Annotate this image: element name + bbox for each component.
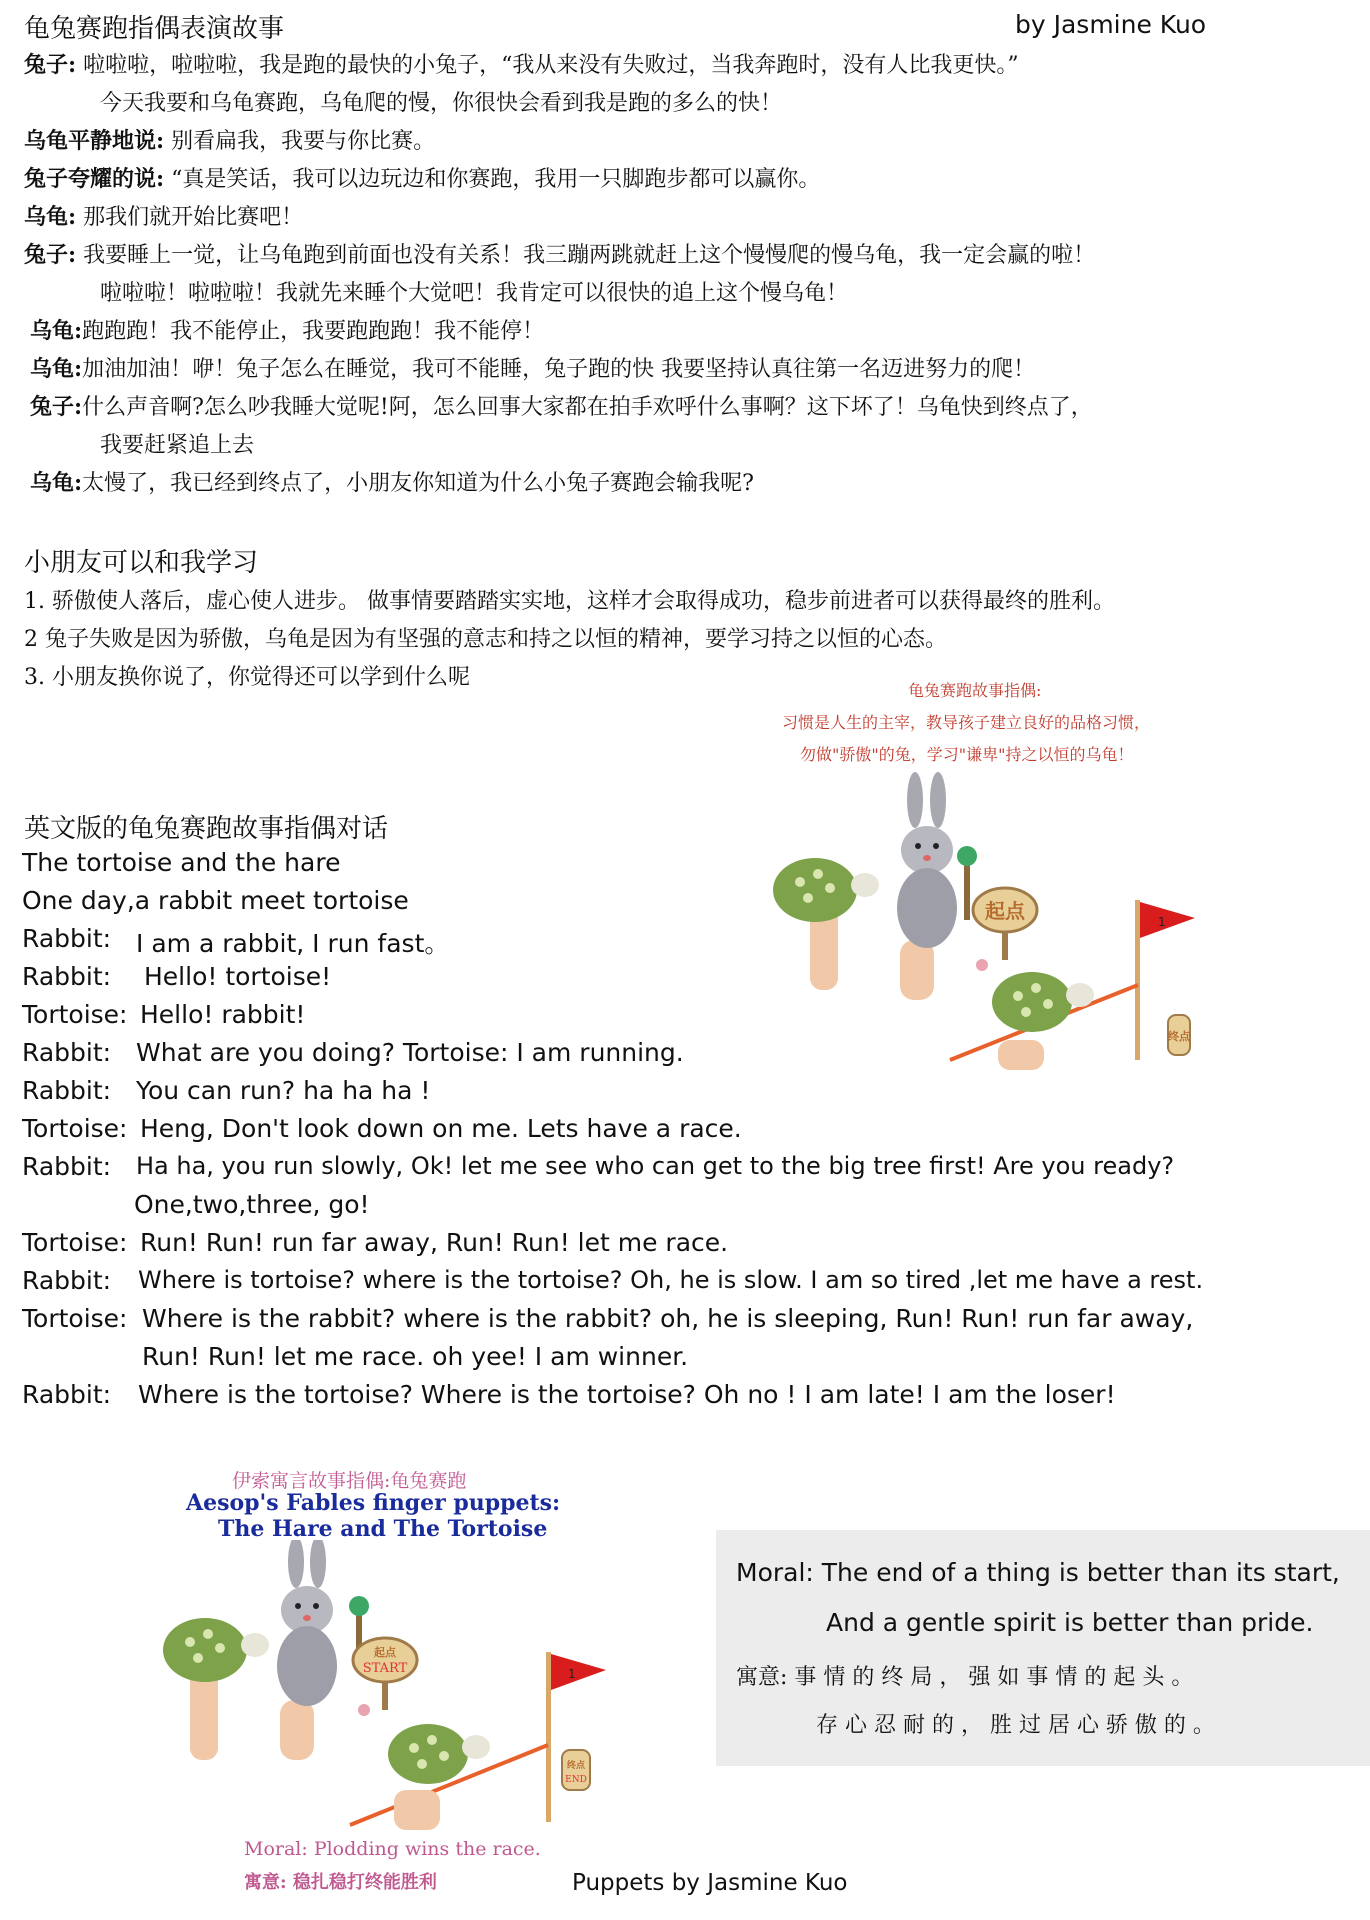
dialogue-speaker: Rabbit: xyxy=(22,962,112,991)
author-byline: by Jasmine Kuo xyxy=(1015,10,1207,39)
dialogue-line: Hello! rabbit! xyxy=(140,1000,306,1029)
turtle-puppet-icon xyxy=(388,1724,490,1830)
speaker: 乌龟平静地说: xyxy=(24,128,165,154)
dialogue-speaker: Tortoise: xyxy=(22,1304,128,1333)
dialogue-line: Hello! tortoise! xyxy=(144,962,332,991)
dialogue-line: Ha ha, you run slowly, Ok! let me see who can get to the big tree first! Are you ready? xyxy=(136,1152,1175,1180)
end-sign-icon xyxy=(1168,1015,1191,1055)
dialogue-speaker: Rabbit: xyxy=(22,1380,112,1409)
learn-item: 1. 骄傲使人落后，虚心使人进步。 做事情要踏踏实实地，这样才会取得成功，稳步前进者可以获得最终的胜利。 xyxy=(24,589,1115,614)
footer-credit: Puppets by Jasmine Kuo xyxy=(572,1870,848,1896)
dialogue-line: One,two,three, go! xyxy=(134,1190,370,1219)
turtle-puppet-icon xyxy=(773,858,879,990)
rabbit-puppet-icon xyxy=(897,772,957,1000)
start-sign-icon xyxy=(353,1638,417,1710)
dialogue-line: Where is the tortoise? Where is the tortoise? Oh no ! I am late! I am the loser! xyxy=(138,1380,1116,1409)
dialogue-speaker: Rabbit: xyxy=(22,1152,112,1181)
learn-title: 小朋友可以和我学习 xyxy=(24,548,259,578)
turtle-puppet-icon xyxy=(992,972,1094,1070)
dialogue-line: You can run? ha ha ha ! xyxy=(136,1076,431,1105)
photo2-en-subtitle: The Hare and The Tortoise xyxy=(218,1516,548,1542)
moral-en-line: Moral: The end of a thing is better than its start, xyxy=(736,1558,1340,1587)
flag-mark: 1 xyxy=(568,1667,576,1681)
start-sign-icon xyxy=(973,888,1037,960)
line-text: 什么声音啊?怎么吵我睡大觉呢!阿，怎么回事大家都在拍手欢呼什么事啊？这下坏了！乌龟快到终点了， xyxy=(82,395,1093,420)
dialogue-line: One day,a rabbit meet tortoise xyxy=(22,886,409,915)
speaker: 兔子: xyxy=(24,52,77,78)
script-line xyxy=(100,276,848,307)
moral-box xyxy=(716,1530,1370,1766)
line-text: 啦啦啦，啦啦啦，我是跑的最快的小兔子，“我从来没有失败过，当我奔跑时，没有人比我更快。” xyxy=(83,53,1019,78)
end-sign-icon xyxy=(562,1750,590,1790)
line-text: 加油加油！咿！兔子怎么在睡觉，我可不能睡，兔子跑的快 我要坚持认真往第一名迈进努力的爬！ xyxy=(82,357,1036,382)
speaker: 兔子: xyxy=(30,394,83,420)
learn-item: 3. 小朋友换你说了，你觉得还可以学到什么呢 xyxy=(24,665,470,690)
script-line xyxy=(24,200,303,231)
line-text: “真是笑话，我可以边玩边和你赛跑，我用一只脚跑步都可以赢你。 xyxy=(171,167,821,192)
script-line xyxy=(24,238,1095,269)
line-text: 别看扁我，我要与你比赛。 xyxy=(171,129,436,154)
moral-en-line: And a gentle spirit is better than pride. xyxy=(826,1608,1314,1637)
end-sign-cn: 终点 xyxy=(566,1761,586,1771)
photo2-en-title: Aesop's Fables finger puppets: xyxy=(186,1490,561,1516)
dialogue-speaker: Tortoise: xyxy=(22,1228,128,1257)
dialogue-speaker: Rabbit: xyxy=(22,1266,112,1295)
dialogue-speaker: Rabbit: xyxy=(22,1076,112,1105)
moral-cn-line: 寓意: 事 情 的 终 局 ， 强 如 事 情 的 起 头 。 xyxy=(736,1665,1194,1690)
end-sign-en: END xyxy=(565,1775,587,1785)
dialogue-line: Run! Run! run far away, Run! Run! let me race. xyxy=(140,1228,729,1257)
dialogue-line: Heng, Don't look down on me. Lets have a race. xyxy=(140,1114,742,1143)
photo2-cn-title: 伊索寓言故事指偶:龟兔赛跑 xyxy=(232,1470,467,1492)
dialogue-speaker: Rabbit: xyxy=(22,1038,112,1067)
flower-icon xyxy=(976,959,988,971)
learn-item: 2 兔子失败是因为骄傲，乌龟是因为有坚强的意志和持之以恒的精神，要学习持之以恒的心态。 xyxy=(24,627,947,652)
puppet-photo-2 xyxy=(160,1540,620,1840)
dialogue-line: Where is the rabbit? where is the rabbit? oh, he is sleeping, Run! Run! run far away, xyxy=(142,1304,1194,1333)
start-sign-en: START xyxy=(362,1661,408,1676)
photo2-moral-en: Moral: Plodding wins the race. xyxy=(244,1838,541,1860)
script-line xyxy=(30,352,1035,383)
photo-caption-line: 勿做"骄傲"的兔，学习"谦卑"持之以恒的乌龟！ xyxy=(800,745,1134,764)
script-line xyxy=(30,314,544,345)
puppet-photo-1 xyxy=(770,770,1210,1070)
photo-caption-line: 习惯是人生的主宰，教导孩子建立良好的品格习惯， xyxy=(782,713,1151,732)
speaker: 乌龟: xyxy=(30,470,83,496)
dialogue-speaker: Rabbit: xyxy=(22,924,112,953)
dialogue-line: What are you doing? Tortoise: I am running. xyxy=(136,1038,684,1067)
speaker: 兔子: xyxy=(24,242,77,268)
photo2-moral-cn: 寓意: 稳扎稳打终能胜利 xyxy=(244,1872,437,1893)
start-sign-label: 起点 xyxy=(985,899,1025,923)
dialogue-line: Run! Run! let me race. oh yee! I am winner. xyxy=(142,1342,689,1371)
script-line xyxy=(30,466,754,497)
dialogue-line: The tortoise and the hare xyxy=(22,848,341,877)
flag-icon xyxy=(546,1652,606,1822)
line-text: 啦啦啦！啦啦啦！我就先来睡个大觉吧！我肯定可以很快的追上这个慢乌龟！ xyxy=(100,281,849,306)
speaker: 兔子夸耀的说: xyxy=(24,166,165,192)
script-line xyxy=(100,428,254,459)
flag-mark: 1 xyxy=(1158,915,1166,929)
line-text: 跑跑跑！我不能停止，我要跑跑跑！我不能停！ xyxy=(82,319,545,344)
line-text: 我要赶紧追上去 xyxy=(100,433,255,458)
dialogue-speaker: Tortoise: xyxy=(22,1114,128,1143)
photo-caption-line: 龟兔赛跑故事指偶: xyxy=(908,681,1042,700)
moral-cn-line: 存 心 忍 耐 的 ， 胜 过 居 心 骄 傲 的 。 xyxy=(816,1713,1215,1738)
start-sign-cn: 起点 xyxy=(374,1646,396,1659)
page-title: 龟兔赛跑指偶表演故事 xyxy=(24,14,285,44)
en-section-title: 英文版的龟兔赛跑故事指偶对话 xyxy=(24,814,389,844)
turtle-puppet-icon xyxy=(163,1618,269,1760)
speaker: 乌龟: xyxy=(30,356,83,382)
dialogue-line: I am a rabbit, I run fast。 xyxy=(136,929,450,958)
script-line xyxy=(24,124,435,155)
script-line xyxy=(30,390,1093,421)
speaker: 乌龟: xyxy=(24,204,77,230)
line-text: 今天我要和乌龟赛跑，乌龟爬的慢，你很快会看到我是跑的多么的快！ xyxy=(100,91,783,116)
script-line xyxy=(24,162,820,193)
script-line xyxy=(24,48,1019,79)
line-text: 太慢了，我已经到终点了，小朋友你知道为什么小兔子赛跑会输我呢? xyxy=(82,471,754,496)
dialogue-speaker: Tortoise: xyxy=(22,1000,128,1029)
script-line xyxy=(100,86,782,117)
line-text: 那我们就开始比赛吧！ xyxy=(83,205,304,230)
speaker: 乌龟: xyxy=(30,318,83,344)
end-sign-label: 终点 xyxy=(1168,1030,1190,1043)
dialogue-line: Where is tortoise? where is the tortoise? Oh, he is slow. I am so tired ,let me have a rest. xyxy=(138,1266,1204,1294)
line-text: 我要睡上一觉，让乌龟跑到前面也没有关系！我三蹦两跳就赶上这个慢慢爬的慢乌龟，我一定会赢的啦！ xyxy=(83,243,1096,268)
flower-icon xyxy=(358,1704,370,1716)
rabbit-puppet-icon xyxy=(277,1540,337,1760)
